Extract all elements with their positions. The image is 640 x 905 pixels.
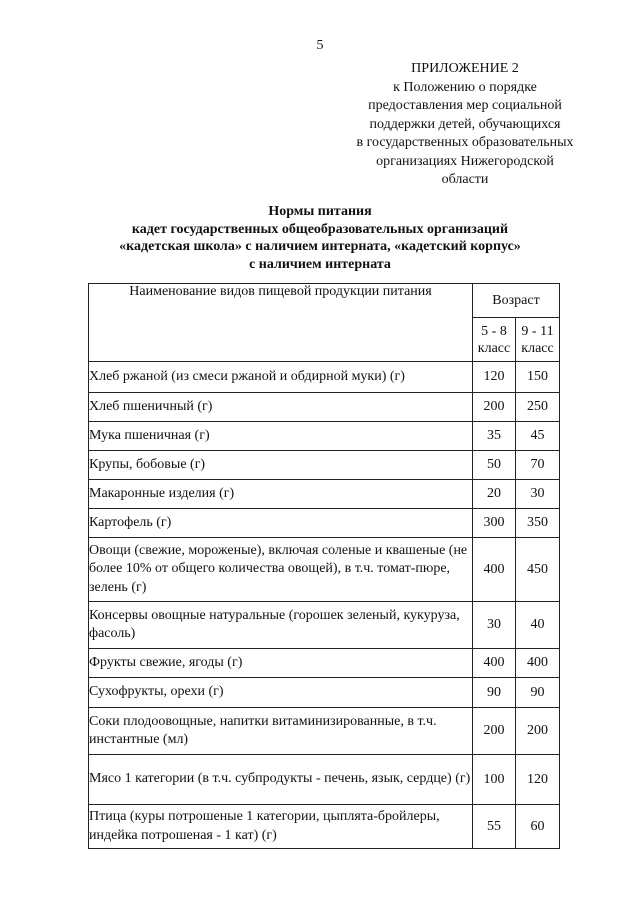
table-row [89, 422, 560, 451]
header-grade-9-11 [516, 318, 560, 362]
table-row [89, 678, 560, 708]
appendix-title: ПРИЛОЖЕНИЕ 2 [411, 61, 519, 76]
value-grade-9-11: 30 [516, 480, 560, 509]
title-line: «кадетская школа» с наличием интерната, «кадетский корпус» [119, 239, 521, 254]
value-grade-5-8: 120 [473, 362, 516, 393]
value-grade-9-11: 120 [516, 755, 560, 805]
value-grade-5-8: 200 [473, 393, 516, 422]
grade-unit: класс [477, 340, 511, 356]
title-line: кадет государственных общеобразовательных организаций [131, 221, 509, 237]
value-grade-5-8: 300 [473, 509, 516, 538]
value-grade-5-8: 55 [473, 805, 516, 849]
appendix-line: организациях Нижегородской [376, 153, 554, 169]
header-product-name: Наименование видов пищевой продукции питания [89, 284, 473, 362]
value-grade-9-11: 450 [516, 538, 560, 602]
table-row [89, 393, 560, 422]
product-name: Хлеб ржаной (из смеси ржаной и обдирной муки) (г) [89, 362, 473, 393]
value-grade-9-11: 70 [516, 451, 560, 480]
nutrition-norms-table [88, 283, 560, 849]
page-number: 5 [316, 38, 324, 53]
value-grade-5-8: 20 [473, 480, 516, 509]
product-name: Макаронные изделия (г) [89, 480, 473, 509]
value-grade-9-11: 150 [516, 362, 560, 393]
value-grade-5-8: 50 [473, 451, 516, 480]
table-row [89, 649, 560, 678]
grade-unit: класс [521, 340, 554, 356]
title-line: Нормы питания [268, 204, 372, 219]
product-name: Птица (куры потрошеные 1 категории, цыплята-бройлеры, индейка потрошеная - 1 кат) (г) [89, 805, 473, 849]
value-grade-9-11: 200 [516, 708, 560, 755]
product-name: Мука пшеничная (г) [89, 422, 473, 451]
table-row [89, 755, 560, 805]
value-grade-5-8: 90 [473, 678, 516, 708]
value-grade-5-8: 100 [473, 755, 516, 805]
value-grade-9-11: 400 [516, 649, 560, 678]
value-grade-9-11: 250 [516, 393, 560, 422]
grade-range: 5 - 8 [481, 323, 507, 339]
product-name: Сухофрукты, орехи (г) [89, 678, 473, 708]
product-name: Мясо 1 категории (в т.ч. субпродукты - печень, язык, сердце) (г) [89, 755, 473, 805]
product-name: Фрукты свежие, ягоды (г) [89, 649, 473, 678]
table-row [89, 538, 560, 602]
appendix-line: предоставления мер социальной [368, 98, 562, 113]
appendix-line: в государственных образовательных [356, 135, 574, 150]
table-row [89, 708, 560, 755]
value-grade-9-11: 40 [516, 602, 560, 649]
appendix-line: области [441, 172, 489, 187]
product-name: Картофель (г) [89, 509, 473, 538]
value-grade-5-8: 400 [473, 649, 516, 678]
value-grade-5-8: 400 [473, 538, 516, 602]
table-row [89, 805, 560, 849]
product-name: Хлеб пшеничный (г) [89, 393, 473, 422]
product-name: Крупы, бобовые (г) [89, 451, 473, 480]
title-line: с наличием интерната [249, 256, 391, 272]
product-name: Овощи (свежие, мороженые), включая соленые и квашеные (не более 10% от общего количества овощей), в т.ч. томат-пюре, зелень (г) [89, 538, 473, 602]
appendix-line: к Положению о порядке [393, 79, 537, 95]
header-grade-5-8 [473, 318, 516, 362]
table-row [89, 602, 560, 649]
product-name: Соки плодоовощные, напитки витаминизированные, в т.ч. инстантные (мл) [89, 708, 473, 755]
value-grade-9-11: 60 [516, 805, 560, 849]
document-title [0, 203, 640, 273]
table-row [89, 480, 560, 509]
product-name: Консервы овощные натуральные (горошек зеленый, кукуруза, фасоль) [89, 602, 473, 649]
value-grade-5-8: 200 [473, 708, 516, 755]
value-grade-9-11: 350 [516, 509, 560, 538]
table-row [89, 509, 560, 538]
header-age: Возраст [473, 284, 560, 318]
value-grade-5-8: 30 [473, 602, 516, 649]
value-grade-5-8: 35 [473, 422, 516, 451]
appendix-header [330, 60, 600, 190]
table-row [89, 451, 560, 480]
value-grade-9-11: 90 [516, 678, 560, 708]
table-row [89, 362, 560, 393]
value-grade-9-11: 45 [516, 422, 560, 451]
grade-range: 9 - 11 [521, 323, 554, 339]
appendix-line: поддержки детей, обучающихся [369, 116, 561, 132]
